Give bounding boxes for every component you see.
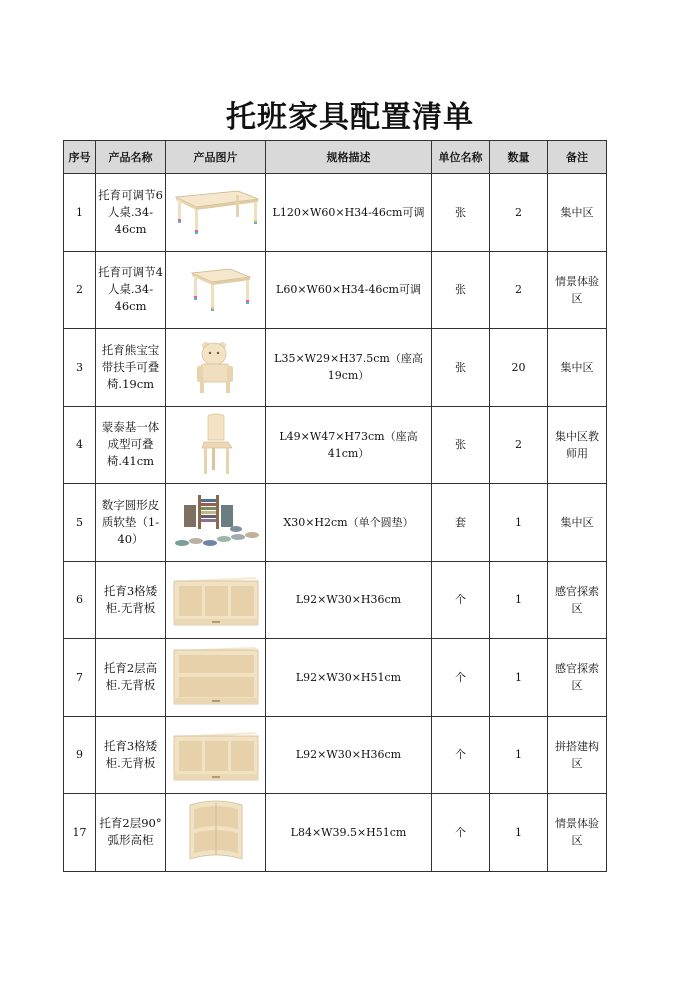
spec-description: L60×W60×H34-46cm可调 <box>266 251 432 329</box>
product-name: 托育2层高柜.无背板 <box>96 639 166 717</box>
product-image <box>166 174 266 252</box>
table-row <box>64 174 607 252</box>
row-number: 17 <box>64 794 96 872</box>
product-name: 托育可调节6人桌.34-46cm <box>96 174 166 252</box>
bear-chair-icon <box>168 334 264 400</box>
header-cell: 产品图片 <box>166 141 266 174</box>
table-row <box>64 329 607 407</box>
product-name: 数字圆形皮质软垫（1-40） <box>96 484 166 562</box>
table-row <box>64 561 607 639</box>
unit: 张 <box>432 406 490 484</box>
unit: 个 <box>432 794 490 872</box>
header-cell: 规格描述 <box>266 141 432 174</box>
row-number: 2 <box>64 251 96 329</box>
quantity: 1 <box>490 484 548 562</box>
quantity: 20 <box>490 329 548 407</box>
product-name: 托育可调节4人桌.34-46cm <box>96 251 166 329</box>
table-header-row <box>64 141 607 174</box>
product-image <box>166 329 266 407</box>
product-name: 托育2层90°弧形高柜 <box>96 794 166 872</box>
quantity: 2 <box>490 174 548 252</box>
row-number: 4 <box>64 406 96 484</box>
product-name: 托育3格矮柜.无背板 <box>96 561 166 639</box>
unit: 张 <box>432 251 490 329</box>
row-number: 9 <box>64 716 96 794</box>
spec-description: L92×W30×H36cm <box>266 561 432 639</box>
product-image <box>166 484 266 562</box>
spec-description: L92×W30×H51cm <box>266 639 432 717</box>
table-6-icon <box>168 179 264 245</box>
product-image <box>166 561 266 639</box>
remark: 集中区教师用 <box>548 406 607 484</box>
product-image <box>166 406 266 484</box>
header-cell: 备注 <box>548 141 607 174</box>
table-row <box>64 484 607 562</box>
spec-description: L49×W47×H73cm（座高41cm） <box>266 406 432 484</box>
unit: 张 <box>432 174 490 252</box>
product-image <box>166 794 266 872</box>
table-row <box>64 716 607 794</box>
product-image <box>166 251 266 329</box>
row-number: 3 <box>64 329 96 407</box>
quantity: 1 <box>490 794 548 872</box>
cabinet-3-icon <box>168 722 264 788</box>
remark: 感官探索区 <box>548 639 607 717</box>
remark: 集中区 <box>548 329 607 407</box>
remark: 集中区 <box>548 174 607 252</box>
unit: 个 <box>432 639 490 717</box>
arc-cabinet-icon <box>168 799 264 865</box>
remark: 集中区 <box>548 484 607 562</box>
remark: 感官探索区 <box>548 561 607 639</box>
header-cell: 数量 <box>490 141 548 174</box>
unit: 套 <box>432 484 490 562</box>
page-title: 托班家具配置清单 <box>226 100 474 135</box>
header-cell: 单位名称 <box>432 141 490 174</box>
spec-description: X30×H2cm（单个圆垫） <box>266 484 432 562</box>
furniture-table <box>63 140 607 872</box>
unit: 张 <box>432 329 490 407</box>
row-number: 5 <box>64 484 96 562</box>
unit: 个 <box>432 561 490 639</box>
row-number: 1 <box>64 174 96 252</box>
header-cell: 序号 <box>64 141 96 174</box>
header-cell: 产品名称 <box>96 141 166 174</box>
quantity: 1 <box>490 639 548 717</box>
remark: 情景体验区 <box>548 251 607 329</box>
product-image <box>166 716 266 794</box>
row-number: 7 <box>64 639 96 717</box>
table-row <box>64 639 607 717</box>
product-name: 蒙泰基一体成型可叠椅.41cm <box>96 406 166 484</box>
spec-description: L35×W29×H37.5cm（座高19cm） <box>266 329 432 407</box>
row-number: 6 <box>64 561 96 639</box>
cabinet-2-icon <box>168 644 264 710</box>
table-row <box>64 251 607 329</box>
table-4-icon <box>168 257 264 323</box>
spec-description: L92×W30×H36cm <box>266 716 432 794</box>
quantity: 1 <box>490 561 548 639</box>
quantity: 2 <box>490 406 548 484</box>
cushion-icon <box>168 489 264 555</box>
table-row <box>64 794 607 872</box>
table-row <box>64 406 607 484</box>
product-name: 托育熊宝宝带扶手可叠椅.19cm <box>96 329 166 407</box>
product-image <box>166 639 266 717</box>
chair-icon <box>168 412 264 478</box>
spec-description: L84×W39.5×H51cm <box>266 794 432 872</box>
product-name: 托育3格矮柜.无背板 <box>96 716 166 794</box>
unit: 个 <box>432 716 490 794</box>
spec-description: L120×W60×H34-46cm可调 <box>266 174 432 252</box>
quantity: 1 <box>490 716 548 794</box>
cabinet-3-icon <box>168 567 264 633</box>
remark: 情景体验区 <box>548 794 607 872</box>
remark: 拼搭建构区 <box>548 716 607 794</box>
quantity: 2 <box>490 251 548 329</box>
